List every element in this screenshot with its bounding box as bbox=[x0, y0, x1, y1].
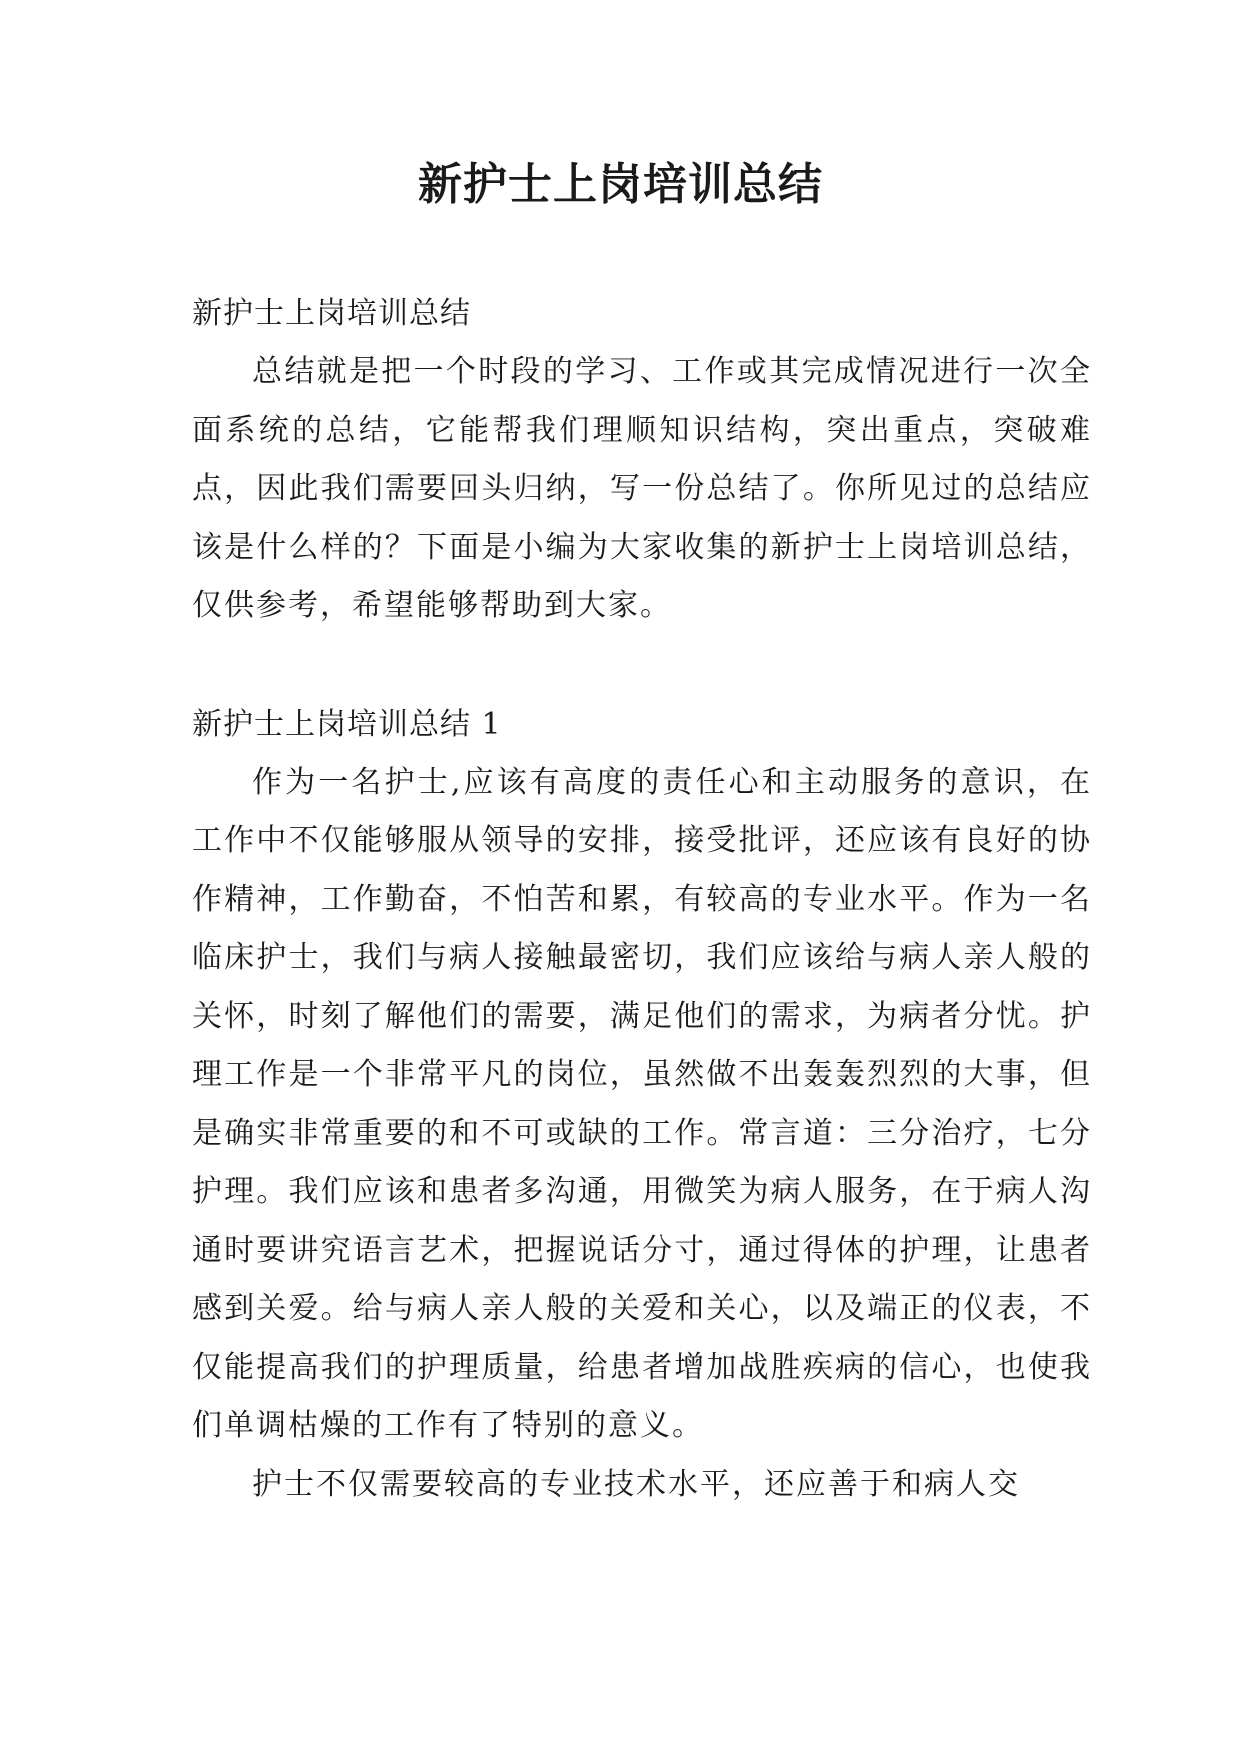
section-1-paragraph-2: 护士不仅需要较高的专业技术水平，还应善于和病人交 bbox=[252, 1466, 1020, 1502]
document-body bbox=[192, 285, 1092, 1514]
section-1-paragraph-1: 作为一名护士,应该有高度的责任心和主动服务的意识，在工作中不仅能够服从领导的安排，接受批评，还应该有良好的协作精神，工作勤奋，不怕苦和累，有较高的专业水平。作为一名临床护士，我们与病人接触最密切，我们应该给与病人亲人般的关怀，时刻了解他们的需要，满足他们的需求，为病者分忧。护理工作是一个非常平凡的岗位，虽然做不出轰轰烈烈的大事，但是确实非常重要的和不可或缺的工作。常言道：三分治疗，七分护理。我们应该和患者多沟通，用微笑为病人服务，在于病人沟通时要讲究语言艺术，把握说话分寸，通过得体的护理，让患者感到关爱。给与病人亲人般的关爱和关心，以及端正的仪表，不仅能提高我们的护理质量，给患者增加战胜疾病的信心，也使我们单调枯燥的工作有了特别的意义。 bbox=[192, 764, 1092, 1443]
document-title: 新护士上岗培训总结 bbox=[418, 159, 823, 210]
section-1-heading: 新护士上岗培训总结 1 bbox=[192, 706, 502, 742]
intro-paragraph: 总结就是把一个时段的学习、工作或其完成情况进行一次全面系统的总结，它能帮我们理顺知识结构，突出重点，突破难点，因此我们需要回头归纳，写一份总结了。你所见过的总结应该是什么样的？下面是小编为大家收集的新护士上岗培训总结，仅供参考，希望能够帮助到大家。 bbox=[192, 354, 1092, 623]
section-spacer bbox=[192, 636, 1092, 696]
intro-heading: 新护士上岗培训总结 bbox=[192, 296, 471, 331]
